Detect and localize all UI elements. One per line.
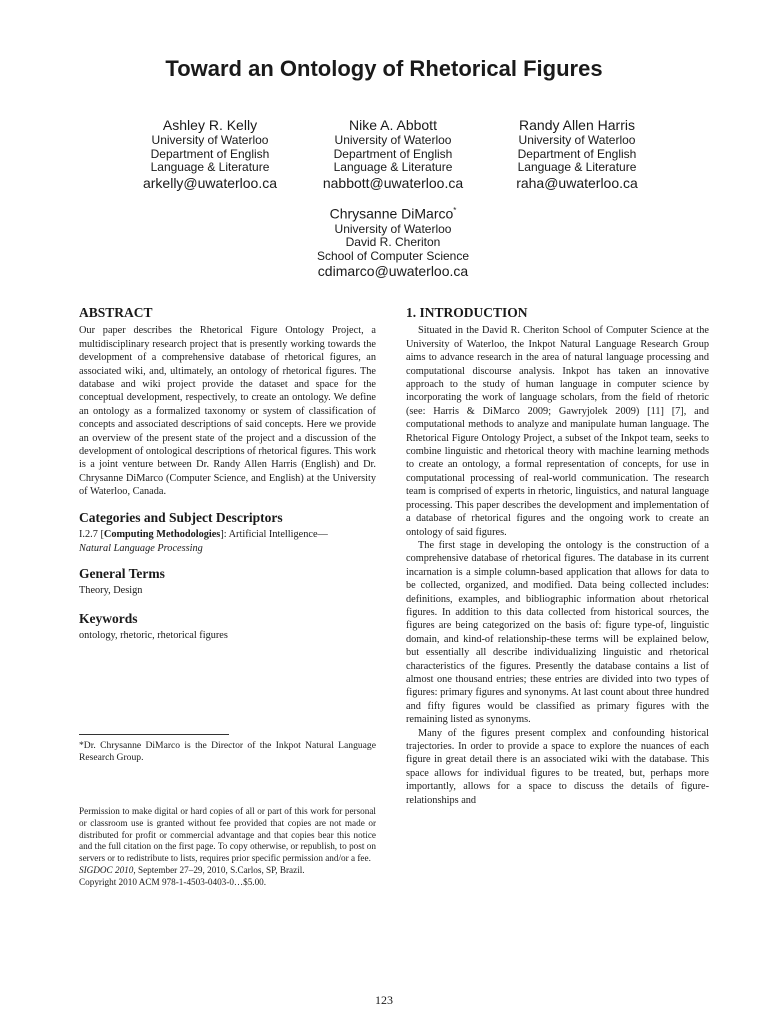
author-affiliation: University of Waterloo	[334, 221, 452, 236]
author-block	[486, 117, 668, 192]
author-email: raha@uwaterloo.ca	[516, 174, 638, 191]
author-affiliation: Language & Literature	[150, 160, 270, 174]
author-affiliation: David R. Cheriton	[345, 235, 441, 250]
author-name: Chrysanne DiMarco	[329, 205, 454, 222]
category-code: I.2.7 [	[79, 529, 104, 541]
author-name: Randy Allen Harris	[519, 117, 635, 133]
footnote: *Dr. Chrysanne DiMarco is the Director of the Inkpot Natural Language Research Group.	[79, 740, 376, 763]
category-bold: Computing Methodologies	[103, 529, 221, 541]
categories-text	[79, 528, 376, 555]
general-terms-heading: General Terms	[79, 565, 165, 581]
category-italic: Natural Language Processing	[79, 542, 203, 554]
author-block	[120, 117, 300, 192]
author-email: arkelly@uwaterloo.ca	[142, 174, 278, 191]
author-name: Nike A. Abbott	[349, 117, 437, 133]
intro-paragraph: The first stage in developing the ontology is the construction of a comprehensive database of rhetorical figures. The database in its current incarnation is a simple column-based application that allows for data to be collected, organized, and modified. Data being collected includes: definitions, examples, and bibliographic information about rhetorical figures. In addition to this data collected from historical sources, the figures are being categorized on the basis of: figure type-of, linguistic domain, and kind-of relationship-these terms will be explained below, but essentially all describe individualizing linguistic and rhetorical characteristics of the figures. Presently the database contains a list of almost one thousand entries; these entries are divided into two types of figures: primary figures and synonyms. At last count about three hundred and fifty figures would be classified as primary figures with the remaining listed as synonyms.	[406, 539, 709, 726]
author-block	[300, 117, 486, 192]
author-email: nabbott@uwaterloo.ca	[322, 174, 464, 191]
keywords-text: ontology, rhetoric, rhetorical figures	[79, 630, 228, 642]
general-terms-text: Theory, Design	[79, 585, 143, 597]
author-affiliation: Department of English	[150, 146, 270, 161]
conference-name: SIGDOC 2010	[79, 864, 134, 875]
author-affiliation: Department of English	[517, 146, 637, 161]
keywords-heading: Keywords	[79, 610, 138, 626]
permission-block	[79, 806, 376, 889]
author-affiliation: Department of English	[333, 146, 453, 161]
author-email: cdimarco@uwaterloo.ca	[317, 263, 469, 280]
author-affiliation: Language & Literature	[333, 160, 453, 174]
right-column	[406, 306, 709, 807]
copyright-text: Copyright 2010 ACM 978-1-4503-0403-0…$5.00.	[79, 876, 267, 887]
author-name: Ashley R. Kelly	[162, 117, 258, 133]
introduction-heading: 1. INTRODUCTION	[406, 305, 528, 320]
abstract-text: Our paper describes the Rhetorical Figure Ontology Project, a multidisciplinary research project that is presently working towards the development of a comprehensive database of rhetorical figures, an associated wiki, and, ultimately, an ontology of rhetorical figures. The database and wiki project provide the dataset and space for the conceptual development, respectively, to create an ontology. We define an ontology as a formalized taxonomy or system of classification of concepts and associated descriptions of said concepts. Here we provide an overview of the present state of the project and a discussion of the development of ontological descriptions of rhetorical figures. This work is a joint venture between Dr. Randy Allen Harris (English) and Dr. Chrysanne DiMarco (Computer Science, and English) at the University of Waterloo, Canada.	[79, 325, 376, 498]
page-number: 123	[375, 993, 393, 1007]
permission-text: Permission to make digital or hard copies of all or part of this work for personal or classroom use is granted without fee provided that copies are not made or distributed for profit or commercial advantage and that copies bear this notice and the full citation on the first page. To copy otherwise, or republish, to post on servers or to redistribute to lists, requires prior specific permission and/or a fee.	[79, 806, 376, 864]
conference-details: , September 27–29, 2010, S.Carlos, SP, Brazil.	[133, 864, 305, 875]
author-affiliation: School of Computer Science	[316, 248, 470, 263]
category-rest: ]: Artificial Intelligence—	[220, 529, 328, 541]
intro-paragraph: Many of the figures present complex and confounding historical trajectories. In order to provide a space to explore the nuances of each figure in great detail there is an associated wiki with the database. This space allows for individual figures to be treated, but, perhaps more importantly, allows for a space to discuss the details of figure-relationships and	[406, 727, 709, 806]
author-affiliation: University of Waterloo	[334, 133, 452, 147]
left-column	[79, 306, 376, 643]
footnote-rule	[79, 734, 229, 735]
footnote-marker: *	[453, 206, 457, 215]
paper-title: Toward an Ontology of Rhetorical Figures	[165, 56, 603, 81]
author-affiliation: University of Waterloo	[151, 133, 269, 147]
author-block	[284, 202, 502, 280]
author-affiliation: University of Waterloo	[518, 133, 636, 147]
abstract-heading: ABSTRACT	[79, 305, 153, 320]
intro-paragraph: Situated in the David R. Cheriton School of Computer Science at the University of Waterloo, the Inkpot Natural Language Research Group aims to advance research in the area of natural language processing and computational discourse analysis. Inkpot has taken an innovative approach to the study of human language in computer science by incorporating the work of language scholars, from the field of rhetoric (see: Harris & DiMarco 2009; Gawryjolek 2009) [11] [7], and computational methods to analyze and manipulate human language. The Rhetorical Figure Ontology Project, a subset of the Inkpot team, seeks to combine linguistic and rhetorical theory with machine learning methods to create an ontology, a formal representation of concepts, for use in computational processing of real-world communication. The research team is comprised of experts in rhetoric, linguistics, and natural language processing. This paper describes the development and implementation of a database of rhetorical figures and the ongoing work to create an ontology of said figures.	[406, 325, 709, 538]
author-affiliation: Language & Literature	[517, 160, 637, 174]
categories-heading: Categories and Subject Descriptors	[79, 509, 283, 525]
